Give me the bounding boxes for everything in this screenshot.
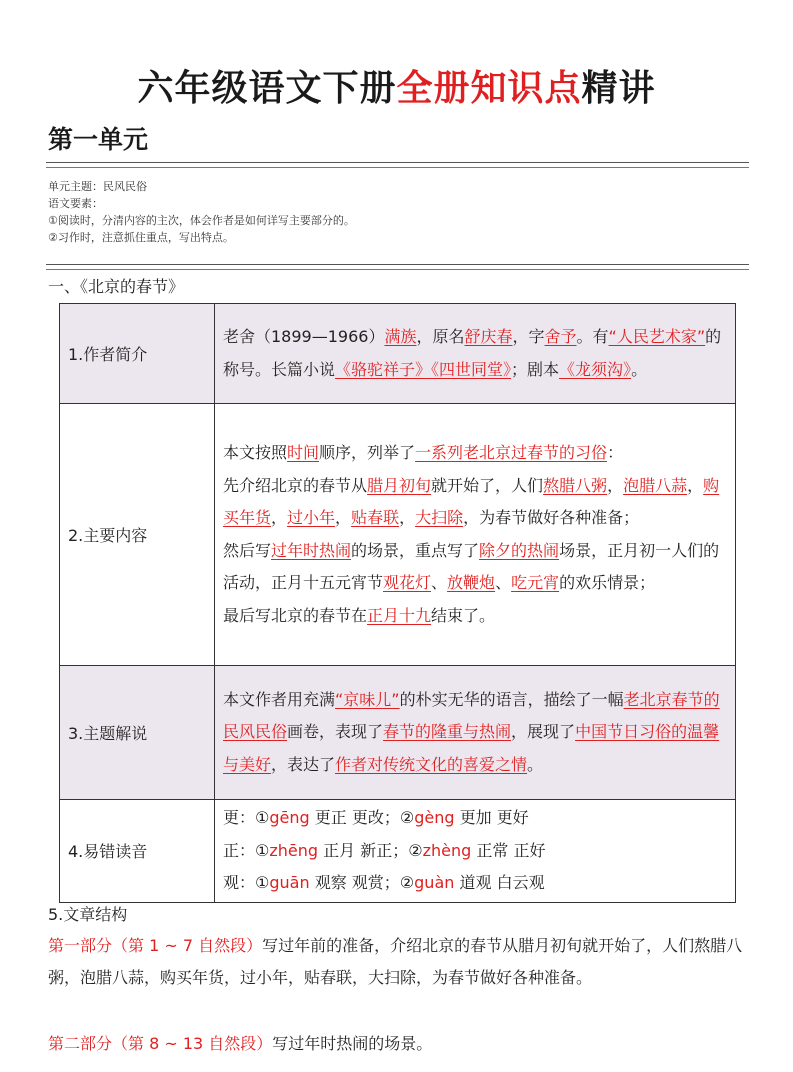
- title-suffix: 精讲: [581, 68, 656, 109]
- table-row: [60, 666, 736, 800]
- key-term: 《龙须沟》: [559, 359, 632, 379]
- text: 正常 正好: [471, 840, 546, 860]
- key-term: 中国节日习俗的温馨与美好: [223, 722, 720, 774]
- text: ，: [271, 508, 288, 527]
- row-label: 2.主要内容: [60, 404, 215, 666]
- text: 更正 更改；②: [309, 808, 415, 827]
- elements-label: 语文要素：: [48, 197, 103, 210]
- text: 的欢乐情景；: [559, 573, 656, 592]
- key-term: 舍予: [544, 327, 577, 346]
- text: 的场景，重点写了: [351, 540, 480, 560]
- text: 观察 观赏；②: [309, 873, 415, 892]
- pinyin: gèng: [414, 808, 455, 827]
- divider: [46, 264, 749, 265]
- pinyin: guān: [269, 873, 310, 892]
- text: ，: [687, 475, 704, 495]
- text: ；剧本: [511, 359, 560, 379]
- text: 结束了。: [431, 605, 496, 625]
- divider: [46, 162, 749, 163]
- pinyin: guàn: [414, 873, 455, 892]
- text: ，展现了: [511, 722, 576, 742]
- element-item: ①阅读时，分清内容的主次，体会作者是如何详写主要部分的。: [48, 214, 355, 227]
- unit-meta: [48, 178, 355, 246]
- row-label: 3.主题解说: [60, 666, 215, 800]
- pinyin: zhèng: [422, 840, 472, 860]
- text: 。有: [576, 327, 609, 346]
- key-term: 一系列老北京过春节的习俗: [415, 443, 608, 462]
- key-term: 正月十九: [367, 605, 432, 625]
- key-term: 贴春联: [351, 508, 400, 527]
- text: 、: [495, 573, 512, 592]
- title-prefix: 六年级语文下册: [137, 68, 397, 109]
- key-term: 购买年货: [223, 475, 720, 527]
- part-text: 写过年时热闹的场景。: [272, 1034, 433, 1053]
- theme-label: 单元主题：: [48, 180, 103, 193]
- key-term: 满族: [384, 327, 417, 346]
- unit-heading: 第一单元: [48, 125, 149, 154]
- key-term: 春节的隆重与热闹: [383, 722, 512, 742]
- page-title: [0, 60, 793, 111]
- text: 画卷，表现了: [287, 722, 384, 742]
- text: 场景，正月初一人们的活动，正月十五元宵节: [223, 540, 720, 592]
- row-content: [215, 304, 736, 404]
- text: ，: [399, 508, 416, 527]
- table-row: [60, 404, 736, 666]
- key-term: “人民艺术家”: [608, 327, 706, 346]
- element-item: ②习作时，注意抓住重点，写出特点。: [48, 231, 234, 244]
- text: 观：①: [223, 873, 270, 892]
- row-content: [215, 404, 736, 666]
- key-term: 观花灯: [383, 573, 432, 592]
- part-label: 第一部分（第 1 ~ 7 自然段）: [48, 936, 263, 955]
- key-term: 腊月初旬: [367, 475, 432, 495]
- text: ，: [607, 475, 624, 495]
- divider: [46, 167, 749, 168]
- text: 顺序，列举了: [319, 443, 416, 462]
- row-label: 4.易错读音: [60, 800, 215, 903]
- text: ，: [335, 508, 352, 527]
- text: 然后写: [223, 540, 272, 560]
- text: 更加 更好: [454, 808, 529, 827]
- content-line: [223, 600, 727, 633]
- key-term: 泡腊八蒜: [623, 475, 688, 495]
- key-term: “京味儿”: [335, 689, 400, 709]
- content-line: [223, 470, 727, 535]
- content-line: [223, 437, 727, 470]
- pronunciation-line: [223, 802, 727, 835]
- text: ，原名: [416, 327, 465, 346]
- key-term: 大扫除: [415, 508, 464, 527]
- text: 。: [631, 359, 648, 379]
- key-term: 舒庆春: [464, 327, 513, 346]
- key-term: 放鞭炮: [447, 573, 496, 592]
- key-term: 《骆驼祥子》《四世同堂》: [335, 359, 512, 379]
- key-term: 熬腊八粥: [543, 475, 608, 495]
- text: 就开始了，人们: [431, 475, 544, 495]
- text: ，表达了: [271, 754, 336, 774]
- structure-heading: 5.文章结构: [48, 905, 128, 924]
- text: 老舍（1899—1966）: [223, 327, 385, 346]
- text: 先介绍北京的春节从: [223, 475, 368, 495]
- key-term: 过小年: [287, 508, 336, 527]
- part-label: 第二部分（第 8 ~ 13 自然段）: [48, 1034, 273, 1053]
- content-line: [223, 535, 727, 600]
- divider: [46, 269, 749, 270]
- pinyin: zhēng: [269, 840, 319, 860]
- structure-part-1: [48, 930, 748, 994]
- knowledge-table: [59, 303, 736, 903]
- key-term: 老北京春节的民风民俗: [223, 689, 720, 742]
- text: 的朴实无华的语言，描绘了一幅: [399, 689, 624, 709]
- row-content: [215, 800, 736, 903]
- section-heading: 一、《北京的春节》: [48, 277, 185, 296]
- pronunciation-line: [223, 867, 727, 900]
- text: 道观 白云观: [454, 873, 545, 892]
- text: ，为春节做好各种准备；: [463, 508, 640, 527]
- pinyin: gēng: [269, 808, 310, 827]
- table-row: [60, 304, 736, 404]
- key-term: 过年时热闹: [271, 540, 352, 560]
- key-term: 吃元宵: [511, 573, 560, 592]
- text: ，字: [512, 327, 545, 346]
- text: 的称号。长篇小说: [223, 327, 722, 379]
- text: 本文按照: [223, 443, 288, 462]
- text: 本文作者用充满: [223, 689, 336, 709]
- structure-part-2: [48, 1028, 748, 1060]
- text: ：: [607, 443, 624, 462]
- key-term: 作者对传统文化的喜爱之情: [335, 754, 528, 774]
- row-label: 1.作者简介: [60, 304, 215, 404]
- text: 正月 新正；②: [318, 840, 423, 860]
- text: 、: [431, 573, 448, 592]
- theme-value: 民风民俗: [103, 180, 147, 193]
- text: 。: [527, 754, 544, 774]
- key-term: 除夕的热闹: [479, 540, 560, 560]
- key-term: 时间: [287, 443, 320, 462]
- row-content: [215, 666, 736, 800]
- text: 最后写北京的春节在: [223, 605, 368, 625]
- pronunciation-line: [223, 835, 727, 868]
- text: 正：①: [223, 840, 270, 860]
- part-text: 写过年前的准备，介绍北京的春节从腊月初旬就开始了，人们熬腊八粥，泡腊八蒜，购买年货，过小年，贴春联，大扫除，为春节做好各种准备。: [48, 936, 743, 987]
- text: 更：①: [223, 808, 270, 827]
- unit-theme: [48, 178, 355, 195]
- table-row: [60, 800, 736, 903]
- title-highlight: 全册知识点: [396, 68, 582, 109]
